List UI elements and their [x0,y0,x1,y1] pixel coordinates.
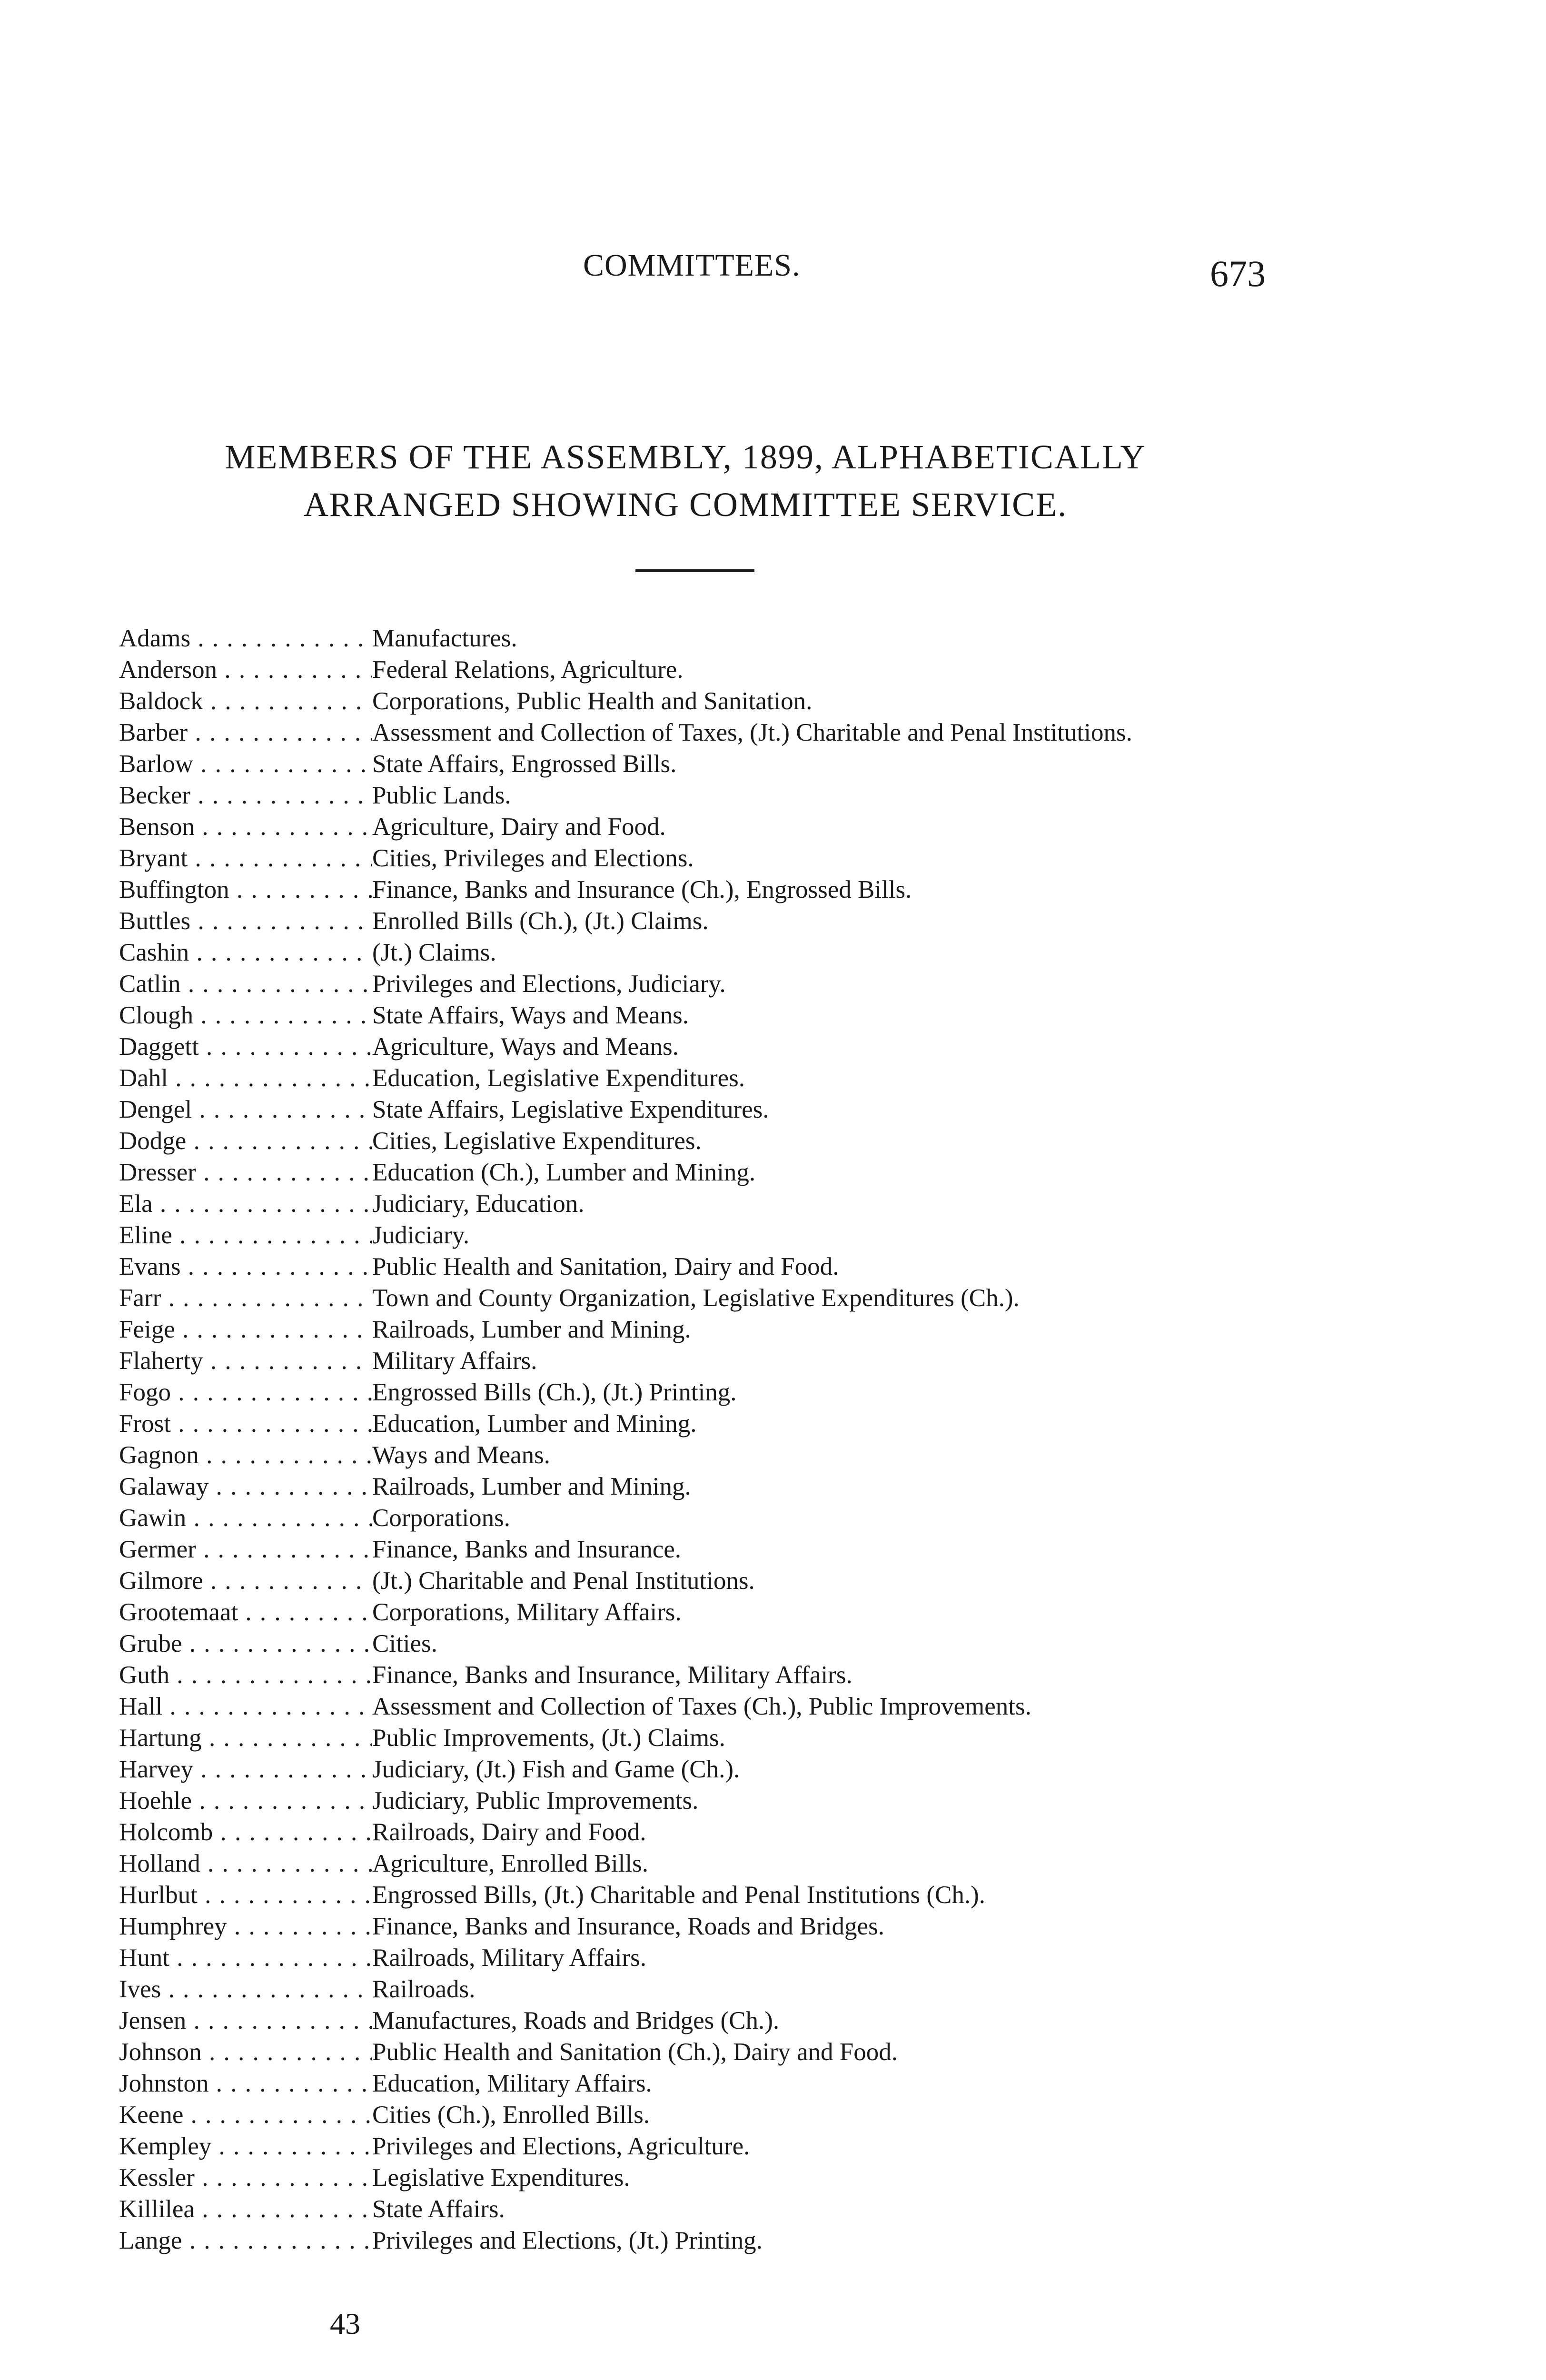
member-committees: Agriculture, Ways and Means. [372,1033,679,1061]
member-committees: Education, Legislative Expenditures. [372,1064,745,1092]
member-name: Eline . . . [119,1220,372,1251]
member-name: Hunt . . . [119,1942,372,1973]
member-committees: Judiciary, Education. [372,1190,585,1218]
member-row [119,874,1318,905]
member-committees: State Affairs, Engrossed Bills. [372,750,677,778]
member-row [119,1125,1318,1157]
member-committees: Corporations. [372,1504,510,1532]
member-row [119,811,1318,843]
member-row [119,1062,1318,1094]
member-row [119,1377,1318,1408]
member-name: Humphrey . . . [119,1911,372,1942]
member-name: Gagnon . . . [119,1439,372,1471]
member-name: Dresser . . . [119,1157,372,1188]
member-name: Galaway . . . [119,1471,372,1502]
member-name: Clough . . . [119,1000,372,1031]
member-committees: Corporations, Public Health and Sanitation. [372,687,813,715]
member-row [119,1471,1318,1502]
member-committees: Education (Ch.), Lumber and Mining. [372,1159,756,1186]
member-committees: Judiciary, Public Improvements. [372,1787,699,1815]
member-name: Flaherty . . . [119,1345,372,1377]
member-row [119,1816,1318,1848]
member-committees: State Affairs, Ways and Means. [372,1002,689,1029]
member-name: Buttles . . . [119,905,372,937]
member-name: Holland . . . [119,1848,372,1879]
member-row [119,780,1318,811]
page-number: 673 [1210,253,1266,294]
member-name: Buffington . . . [119,874,372,905]
member-row [119,1157,1318,1188]
member-committees: Finance, Banks and Insurance, Roads and Bridges. [372,1913,884,1940]
member-name: Killilea . . . [119,2193,372,2225]
member-row [119,1879,1318,1911]
member-name: Grube . . . [119,1628,372,1659]
member-row [119,843,1318,874]
member-row [119,1000,1318,1031]
member-row [119,905,1318,937]
member-committees: Cities, Legislative Expenditures. [372,1127,702,1155]
member-name: Bryant . . . [119,843,372,874]
member-name: Ela . . . [119,1188,372,1220]
member-name: Daggett . . . [119,1031,372,1062]
member-row [119,2225,1318,2256]
member-committees: Railroads, Dairy and Food. [372,1818,646,1846]
section-heading [133,433,1238,528]
member-name: Frost . . . [119,1408,372,1439]
member-row [119,1628,1318,1659]
member-row [119,1722,1318,1754]
member-name: Adams . . . [119,623,372,654]
member-name: Germer . . . [119,1534,372,1565]
member-name: Jensen . . . [119,2005,372,2036]
member-committees: Finance, Banks and Insurance, Military Affairs. [372,1661,852,1689]
member-row [119,1314,1318,1345]
member-row [119,2162,1318,2193]
member-committees: State Affairs. [372,2195,505,2223]
member-row [119,2193,1318,2225]
member-committees: Judiciary. [372,1221,470,1249]
member-name: Dengel . . . [119,1094,372,1125]
member-row [119,1094,1318,1125]
member-name: Keene . . . [119,2099,372,2131]
member-committees: Legislative Expenditures. [372,2164,630,2192]
member-row [119,1942,1318,1973]
member-committees: Military Affairs. [372,1347,537,1375]
member-name: Kempley . . . [119,2131,372,2162]
member-row [119,1659,1318,1691]
member-row [119,1973,1318,2005]
member-committees: Finance, Banks and Insurance. [372,1536,682,1563]
member-row [119,654,1318,685]
member-committees: Privileges and Elections, Judiciary. [372,970,726,998]
member-committees: Assessment and Collection of Taxes (Ch.), Public Improvements. [372,1693,1031,1720]
member-committees: Privileges and Elections, Agriculture. [372,2132,750,2160]
member-row [119,1502,1318,1534]
member-committees: Public Health and Sanitation (Ch.), Dairy and Food. [372,2038,898,2066]
member-committees: State Affairs, Legislative Expenditures. [372,1096,769,1123]
member-name: Harvey . . . [119,1754,372,1785]
member-row [119,1282,1318,1314]
signature-mark: 43 [330,2307,360,2340]
member-name: Barber . . . [119,717,372,748]
member-committees: Railroads, Military Affairs. [372,1944,647,1972]
member-committees: Finance, Banks and Insurance (Ch.), Engrossed Bills. [372,876,912,903]
member-committees: (Jt.) Claims. [372,939,496,966]
member-row [119,1565,1318,1597]
member-row [119,717,1318,748]
member-name: Hartung . . . [119,1722,372,1754]
member-name: Gawin . . . [119,1502,372,1534]
member-row [119,968,1318,1000]
member-name: Johnson . . . [119,2036,372,2068]
member-committees: Corporations, Military Affairs. [372,1598,682,1626]
member-committees: Railroads, Lumber and Mining. [372,1473,691,1500]
member-committees: Privileges and Elections, (Jt.) Printing. [372,2227,763,2254]
member-name: Guth . . . [119,1659,372,1691]
member-row [119,937,1318,968]
member-row [119,1031,1318,1062]
member-committees: Town and County Organization, Legislative Expenditures (Ch.). [372,1284,1020,1312]
member-name: Hoehle . . . [119,1785,372,1816]
member-row [119,1848,1318,1879]
member-committees: Federal Relations, Agriculture. [372,656,684,684]
member-committees: Assessment and Collection of Taxes, (Jt.) Charitable and Penal Institutions. [372,719,1132,746]
heading-divider [635,569,754,572]
member-committees: Manufactures. [372,625,517,652]
member-list [119,623,1318,2256]
member-name: Evans . . . [119,1251,372,1282]
member-name: Becker . . . [119,780,372,811]
member-committees: Cities, Privileges and Elections. [372,844,694,872]
member-row [119,1785,1318,1816]
member-row [119,1534,1318,1565]
member-committees: Public Health and Sanitation, Dairy and Food. [372,1253,839,1280]
member-committees: Judiciary, (Jt.) Fish and Game (Ch.). [372,1755,740,1783]
member-committees: Agriculture, Enrolled Bills. [372,1850,648,1877]
section-heading-line-2: ARRANGED SHOWING COMMITTEE SERVICE. [303,486,1068,524]
member-row [119,2099,1318,2131]
member-committees: Agriculture, Dairy and Food. [372,813,666,841]
member-row [119,1251,1318,1282]
page-header-title: COMMITTEES. [583,248,801,283]
member-name: Dodge . . . [119,1125,372,1157]
member-row [119,1439,1318,1471]
member-row [119,623,1318,654]
member-name: Anderson . . . [119,654,372,685]
member-name: Farr . . . [119,1282,372,1314]
member-row [119,1911,1318,1942]
member-name: Catlin . . . [119,968,372,1000]
member-name: Feige . . . [119,1314,372,1345]
member-committees: Cities. [372,1630,437,1657]
member-committees: Manufactures, Roads and Bridges (Ch.). [372,2007,780,2034]
member-name: Johnston . . . [119,2068,372,2099]
member-name: Dahl . . . [119,1062,372,1094]
section-heading-line-1: MEMBERS OF THE ASSEMBLY, 1899, ALPHABETICALLY [225,438,1146,476]
member-name: Cashin . . . [119,937,372,968]
member-name: Kessler . . . [119,2162,372,2193]
member-row [119,1220,1318,1251]
member-row [119,1188,1318,1220]
member-committees: Enrolled Bills (Ch.), (Jt.) Claims. [372,907,709,935]
member-row [119,2068,1318,2099]
member-committees: Engrossed Bills, (Jt.) Charitable and Penal Institutions (Ch.). [372,1881,986,1909]
member-name: Ives . . . [119,1973,372,2005]
member-row [119,2005,1318,2036]
member-committees: Railroads, Lumber and Mining. [372,1316,691,1343]
member-row [119,748,1318,780]
member-name: Lange . . . [119,2225,372,2256]
member-name: Benson . . . [119,811,372,843]
member-committees: Railroads. [372,1975,476,2003]
member-row [119,685,1318,717]
member-committees: Public Lands. [372,782,511,809]
member-committees: Education, Military Affairs. [372,2070,652,2097]
member-row [119,2131,1318,2162]
member-row [119,1754,1318,1785]
member-name: Gilmore . . . [119,1565,372,1597]
member-name: Baldock . . . [119,685,372,717]
member-row [119,1345,1318,1377]
member-name: Holcomb . . . [119,1816,372,1848]
member-committees: Ways and Means. [372,1441,551,1469]
member-row [119,2036,1318,2068]
member-committees: Engrossed Bills (Ch.), (Jt.) Printing. [372,1378,737,1406]
member-committees: Public Improvements, (Jt.) Claims. [372,1724,725,1752]
member-committees: (Jt.) Charitable and Penal Institutions. [372,1567,755,1595]
member-name: Grootemaat . . . [119,1597,372,1628]
member-name: Fogo . . . [119,1377,372,1408]
member-committees: Cities (Ch.), Enrolled Bills. [372,2101,650,2129]
member-name: Hurlbut . . . [119,1879,372,1911]
member-row [119,1691,1318,1722]
member-committees: Education, Lumber and Mining. [372,1410,697,1438]
member-row [119,1408,1318,1439]
member-row [119,1597,1318,1628]
member-name: Hall . . . [119,1691,372,1722]
member-name: Barlow . . . [119,748,372,780]
